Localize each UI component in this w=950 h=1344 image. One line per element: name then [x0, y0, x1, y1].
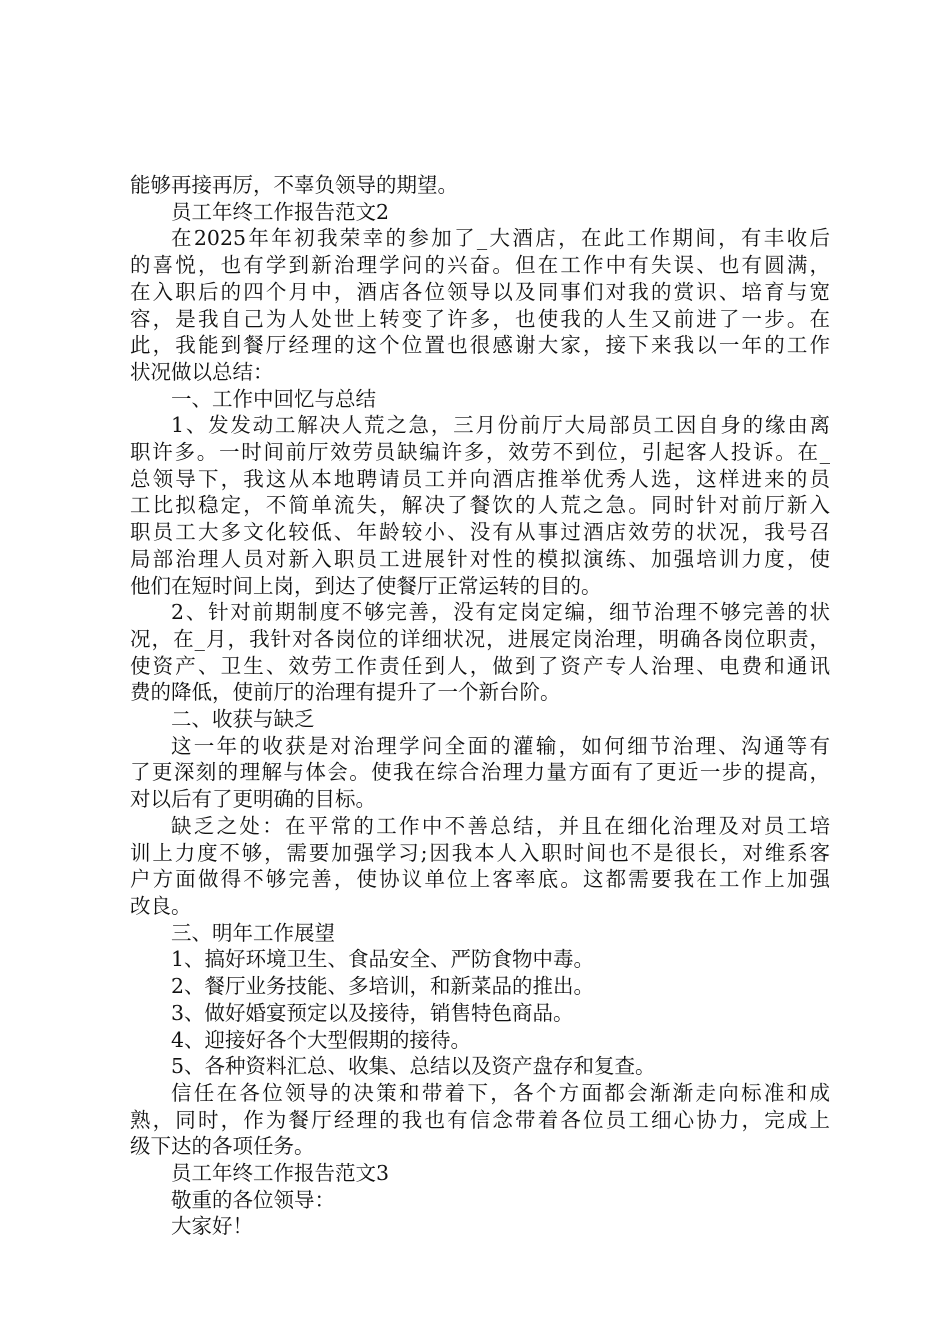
- text-line: 员工年终工作报告范文3: [171, 1161, 390, 1186]
- text-line: 5、各种资料汇总、收集、总结以及资产盘存和复查。: [171, 1054, 656, 1079]
- text-line: 总领导下，我这从本地聘请员工并向酒店推举优秀人选，这样进来的员: [130, 466, 830, 491]
- text-line: 4、迎接好各个大型假期的接待。: [171, 1027, 472, 1052]
- text-line: 职许多。一时间前厅效劳员缺编许多，效劳不到位，引起客人投诉。在_: [130, 440, 830, 465]
- text-line: 1、搞好环境卫生、食品安全、严防食物中毒。: [171, 947, 595, 972]
- text-line: 改良。: [130, 893, 192, 918]
- text-line: 3、做好婚宴预定以及接待，销售特色商品。: [171, 1000, 574, 1025]
- text-line: 这一年的收获是对治理学问全面的灌输，如何细节治理、沟通等有: [171, 733, 830, 758]
- text-line: 况，在_月，我针对各岗位的详细状况，进展定岗治理，明确各岗位职责，: [130, 626, 830, 651]
- text-line: 在2025年年初我荣幸的参加了_大酒店，在此工作期间，有丰收后: [171, 226, 830, 251]
- text-line: 二、收获与缺乏: [171, 707, 315, 732]
- text-line: 信任在各位领导的决策和带着下，各个方面都会渐渐走向标准和成: [171, 1080, 830, 1105]
- text-line: 了更深刻的理解与体会。使我在综合治理力量方面有了更近一步的提高，: [130, 760, 830, 785]
- text-line: 他们在短时间上岗，到达了使餐厅正常运转的目的。: [130, 573, 602, 598]
- text-line: 使资产、卫生、效劳工作责任到人，做到了资产专人治理、电费和通讯: [130, 653, 830, 678]
- text-line: 缺乏之处：在平常的工作中不善总结，并且在细化治理及对员工培: [171, 813, 830, 838]
- text-line: 1、发发动工解决人荒之急，三月份前厅大局部员工因自身的缘由离: [171, 413, 830, 438]
- text-line: 局部治理人员对新入职员工进展针对性的模拟演练、加强培训力度，使: [130, 546, 830, 571]
- text-line: 三、明年工作展望: [171, 920, 335, 945]
- text-line: 级下达的各项任务。: [130, 1134, 315, 1159]
- text-line: 员工年终工作报告范文2: [171, 199, 390, 224]
- text-line: 对以后有了更明确的目标。: [130, 787, 376, 812]
- text-line: 敬重的各位领导：: [171, 1187, 335, 1212]
- text-line: 工比拟稳定，不简单流失，解决了餐饮的人荒之急。同时针对前厅新入: [130, 493, 830, 518]
- text-line: 户方面做得不够完善，使协议单位上客率底。这都需要我在工作上加强: [130, 867, 830, 892]
- text-line: 2、针对前期制度不够完善，没有定岗定编，细节治理不够完善的状: [171, 600, 830, 625]
- document-body: [130, 172, 830, 1240]
- text-line: 熟，同时，作为餐厅经理的我也有信念带着各位员工细心协力，完成上: [130, 1107, 830, 1132]
- text-line: 职员工大多文化较低、年龄较小、没有从事过酒店效劳的状况，我号召: [130, 520, 830, 545]
- text-line: 容，是我自己为人处世上转变了许多，也使我的人生又前进了一步。在: [130, 306, 830, 331]
- text-line: 2、餐厅业务技能、多培训，和新菜品的推出。: [171, 974, 595, 999]
- text-line: 状况做以总结：: [130, 359, 274, 384]
- text-line: 能够再接再厉，不辜负领导的期望。: [130, 173, 458, 197]
- text-line: 一、工作中回忆与总结: [171, 386, 376, 411]
- text-line: 费的降低，使前厅的治理有提升了一个新台阶。: [130, 680, 561, 705]
- text-line: 此，我能到餐厅经理的这个位置也很感谢大家，接下来我以一年的工作: [130, 333, 830, 358]
- text-line: 大家好！: [171, 1214, 253, 1239]
- text-line: 在入职后的四个月中，酒店各位领导以及同事们对我的赏识、培育与宽: [130, 279, 830, 304]
- text-line: 训上力度不够，需要加强学习;因我本人入职时间也不是很长，对维系客: [130, 840, 830, 865]
- text-line: 的喜悦，也有学到新治理学问的兴奋。但在工作中有失误、也有圆满，: [130, 253, 830, 278]
